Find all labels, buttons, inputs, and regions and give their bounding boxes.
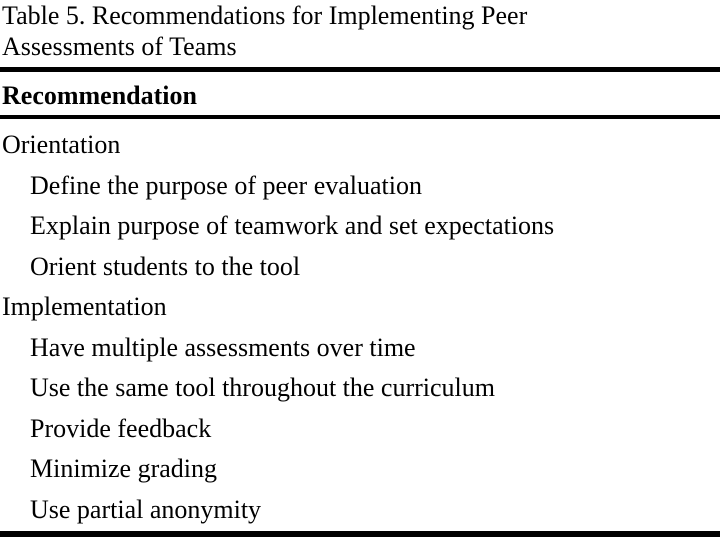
table-row: Minimize grading [30,454,218,483]
caption-line-1: Table 5. Recommendations for Implementing Peer [2,1,528,30]
header-bottom-rule [0,115,720,119]
table-row: Use the same tool throughout the curriculum [30,373,496,402]
table-row: Orient students to the tool [30,251,301,281]
table-row: Use partial anonymity [30,494,262,524]
table-caption [2,0,718,62]
table-top-rule [0,67,720,72]
table-row: Define the purpose of peer evaluation [30,170,423,200]
group-label-implementation: Implementation [2,292,167,321]
table-row: Provide feedback [30,413,212,443]
table-row: Explain purpose of teamwork and set expectations [30,211,555,240]
column-header-recommendation: Recommendation [2,81,197,110]
table-bottom-rule [0,531,720,537]
group-label-orientation: Orientation [2,130,121,159]
table-body [0,125,720,530]
table-row: Have multiple assessments over time [30,332,416,362]
caption-line-2: Assessments of Teams [2,32,237,61]
